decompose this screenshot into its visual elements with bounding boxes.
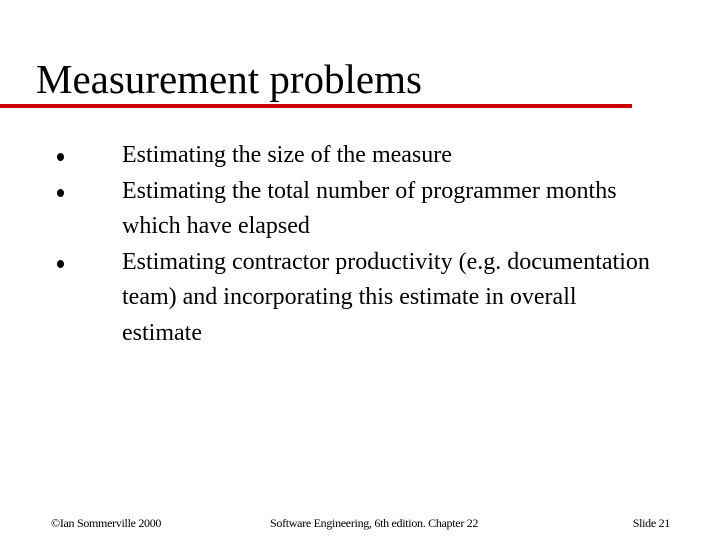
slide-title: Measurement problems — [36, 56, 422, 102]
footer-copyright: ©Ian Sommerville 2000 — [51, 516, 162, 530]
bullet-text: Estimating the total number of programmer months which have elapsed — [122, 177, 617, 239]
footer-slide-number: Slide 21 — [632, 516, 670, 530]
bullet-list — [0, 138, 720, 351]
title-underline — [0, 104, 632, 108]
bullet-dot-icon — [57, 153, 64, 161]
bullet-dot-icon — [57, 189, 64, 197]
footer-book-title: Software Engineering, 6th edition. Chapter 22 — [270, 516, 479, 530]
bullet-text: Estimating contractor productivity (e.g. documentation team) and incorporating this estimate in overall estimate — [122, 248, 650, 346]
bullet-item — [0, 174, 720, 245]
bullet-item — [0, 245, 720, 352]
bullet-dot-icon — [57, 260, 64, 268]
bullet-item — [0, 138, 720, 174]
bullet-text: Estimating the size of the measure — [122, 142, 452, 168]
